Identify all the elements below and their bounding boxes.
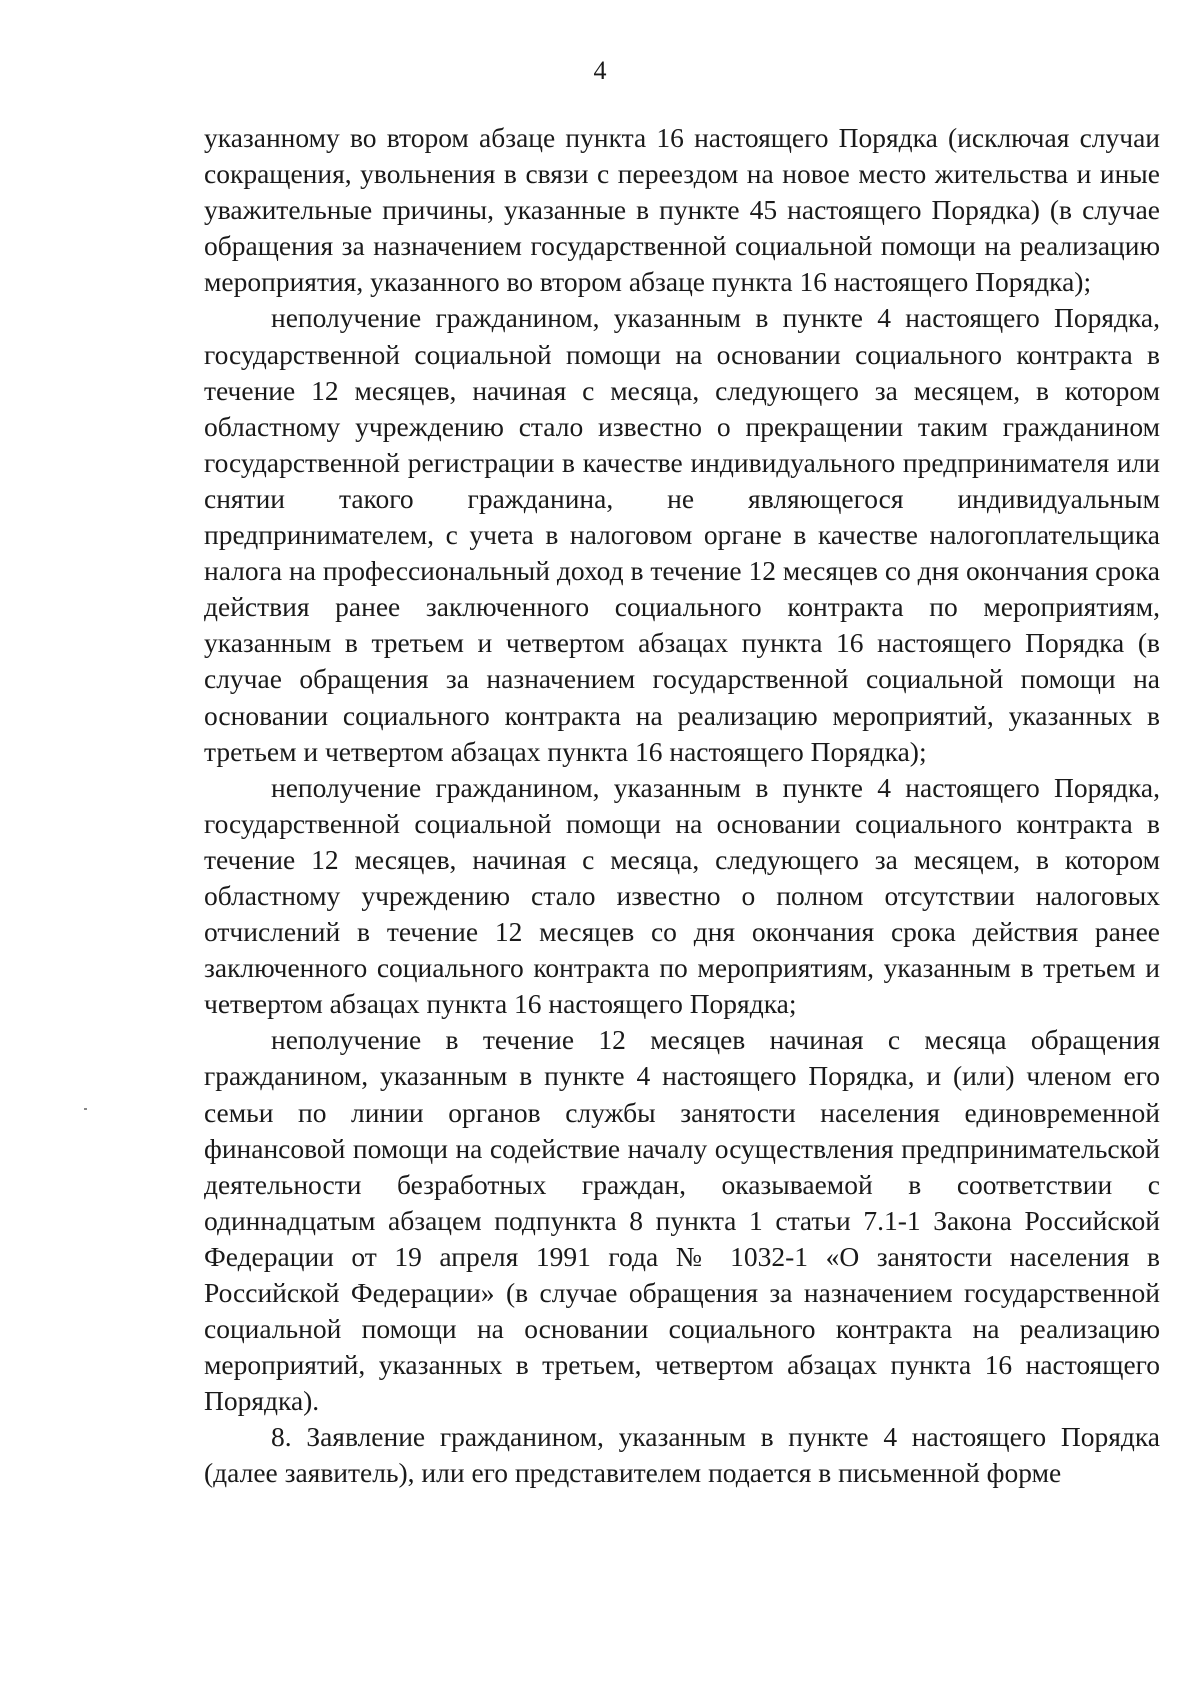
paragraph-no-self-employment-assistance: неполучение гражданином, указанным в пункте 4 настоящего Порядка, государственной социальной помощи на основании социального контракта в течение 12 месяцев, начиная с месяца, следующего за месяцем, в котором областному учреждению стало известно о прекращении таким гражданином государственной регистрации в качестве индивидуального предпринимателя или снятии такого гражданина, не являющегося индивидуальным предпринимателем, с учета в налоговом органе в качестве налогоплательщика налога на профессиональный доход в течение 12 месяцев со дня окончания срока действия ранее заключенного социального контракта по мероприятиям, указанным в третьем и четвертом абзацах пункта 16 настоящего Порядка (в случае обращения за назначением государственной социальной помощи на основании социального контракта на реализацию мероприятий, указанных в третьем и четвертом абзацах пункта 16 настоящего Порядка);	[204, 302, 1160, 767]
page-number: 4	[593, 56, 607, 85]
paragraph-continuation: указанному во втором абзаце пункта 16 настоящего Порядка (исключая случаи сокращения, увольнения в связи с переездом на новое место жительства и иные уважительные причины, указанные в пункте 45 настоящего Порядка) (в случае обращения за назначением государственной социальной помощи на реализацию мероприятия, указанного во втором абзаце пункта 16 настоящего Порядка);	[204, 122, 1160, 298]
scan-speck	[84, 1108, 87, 1110]
paragraph-no-employment-service-aid: неполучение в течение 12 месяцев начиная с месяца обращения гражданином, указанным в пункте 4 настоящего Порядка, и (или) членом его семьи по линии органов службы занятости населения единовременной финансовой помощи на содействие началу осуществления предпринимательской деятельности безработных граждан, оказываемой в соответствии с одиннадцатым абзацем подпункта 8 пункта 1 статьи 7.1-1 Закона Российской Федерации от 19 апреля 1991 года № 1032-1 «О занятости населения в Российской Федерации» (в случае обращения за назначением государственной социальной помощи на основании социального контракта на реализацию мероприятий, указанных в третьем, четвертом абзацах пункта 16 настоящего Порядка).	[204, 1024, 1160, 1417]
paragraph-no-tax-deductions: неполучение гражданином, указанным в пункте 4 настоящего Порядка, государственной социальной помощи на основании социального контракта в течение 12 месяцев, начиная с месяца, следующего за месяцем, в котором областному учреждению стало известно о полном отсутствии налоговых отчислений в течение 12 месяцев со дня окончания срока действия ранее заключенного социального контракта по мероприятиям, указанным в третьем и четвертом абзацах пункта 16 настоящего Порядка;	[204, 771, 1160, 1020]
paragraph-item-8-application: 8. Заявление гражданином, указанным в пункте 4 настоящего Порядка (далее заявитель), или его представителем подается в письменной форме	[204, 1421, 1160, 1489]
document-body	[204, 120, 1160, 1492]
